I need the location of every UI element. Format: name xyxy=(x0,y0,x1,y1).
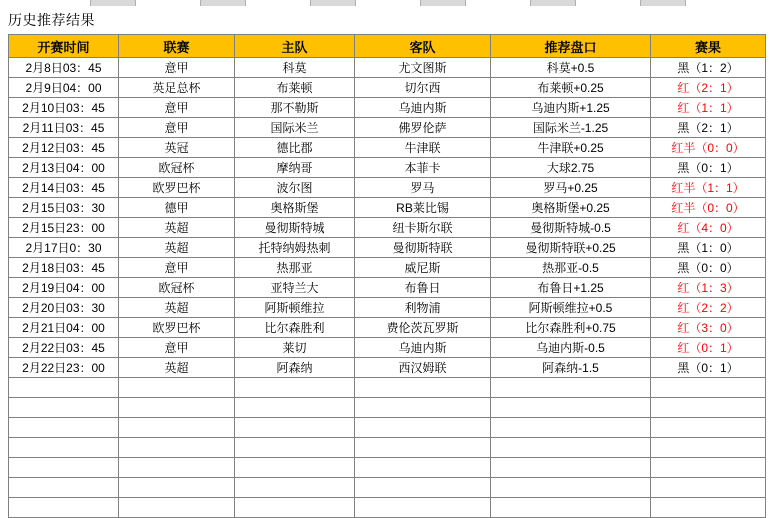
empty-cell xyxy=(355,478,491,498)
empty-cell xyxy=(9,438,119,458)
empty-cell xyxy=(355,458,491,478)
empty-cell xyxy=(355,418,491,438)
cell-league: 欧冠杯 xyxy=(119,278,235,298)
column-header-pick: 推荐盘口 xyxy=(491,35,651,58)
cell-time: 2月19日04：00 xyxy=(9,278,119,298)
empty-cell xyxy=(119,398,235,418)
empty-cell xyxy=(9,418,119,438)
empty-cell xyxy=(491,498,651,518)
cell-result: 黑（1：0） xyxy=(651,238,766,258)
cell-time: 2月20日03：30 xyxy=(9,298,119,318)
table-row xyxy=(9,118,766,138)
empty-table-row xyxy=(9,378,766,398)
empty-table-row xyxy=(9,498,766,518)
cell-result: 黑（1：2） xyxy=(651,58,766,78)
cell-home-team: 托特纳姆热刺 xyxy=(235,238,355,258)
cell-league: 英超 xyxy=(119,298,235,318)
cell-pick: 奥格斯堡+0.25 xyxy=(491,198,651,218)
cell-home-team: 德比郡 xyxy=(235,138,355,158)
empty-cell xyxy=(235,478,355,498)
empty-cell xyxy=(491,378,651,398)
empty-cell xyxy=(9,498,119,518)
table-row xyxy=(9,318,766,338)
cell-away-team: 本菲卡 xyxy=(355,158,491,178)
table-row xyxy=(9,198,766,218)
cell-away-team: 纽卡斯尔联 xyxy=(355,218,491,238)
empty-cell xyxy=(119,378,235,398)
cell-away-team: 牛津联 xyxy=(355,138,491,158)
cell-away-team: 利物浦 xyxy=(355,298,491,318)
cell-home-team: 阿斯顿维拉 xyxy=(235,298,355,318)
cell-time: 2月12日03：45 xyxy=(9,138,119,158)
empty-table-row xyxy=(9,478,766,498)
empty-cell xyxy=(491,418,651,438)
cell-league: 英超 xyxy=(119,218,235,238)
empty-cell xyxy=(651,378,766,398)
empty-cell xyxy=(491,438,651,458)
cell-league: 意甲 xyxy=(119,338,235,358)
cell-pick: 乌迪内斯-0.5 xyxy=(491,338,651,358)
empty-cell xyxy=(355,378,491,398)
cell-away-team: 切尔西 xyxy=(355,78,491,98)
tab-notch xyxy=(640,0,686,6)
table-row xyxy=(9,58,766,78)
cell-result: 黑（0：1） xyxy=(651,158,766,178)
cell-away-team: 尤文图斯 xyxy=(355,58,491,78)
cell-league: 欧冠杯 xyxy=(119,158,235,178)
cell-away-team: RB莱比锡 xyxy=(355,198,491,218)
cell-league: 英足总杯 xyxy=(119,78,235,98)
empty-cell xyxy=(355,498,491,518)
cell-result: 黑（0：0） xyxy=(651,258,766,278)
cell-time: 2月22日23：00 xyxy=(9,358,119,378)
cell-home-team: 比尔森胜利 xyxy=(235,318,355,338)
cell-time: 2月11日03：45 xyxy=(9,118,119,138)
cell-time: 2月21日04：00 xyxy=(9,318,119,338)
cell-league: 意甲 xyxy=(119,98,235,118)
empty-cell xyxy=(355,398,491,418)
cell-away-team: 费伦茨瓦罗斯 xyxy=(355,318,491,338)
cell-time: 2月18日03：45 xyxy=(9,258,119,278)
cell-away-team: 佛罗伦萨 xyxy=(355,118,491,138)
column-header-result: 赛果 xyxy=(651,35,766,58)
table-row xyxy=(9,338,766,358)
cell-home-team: 莱切 xyxy=(235,338,355,358)
empty-cell xyxy=(119,498,235,518)
cell-pick: 曼彻斯特联+0.25 xyxy=(491,238,651,258)
cell-home-team: 热那亚 xyxy=(235,258,355,278)
tab-notch xyxy=(420,0,466,6)
empty-cell xyxy=(651,398,766,418)
cell-away-team: 西汉姆联 xyxy=(355,358,491,378)
empty-table-row xyxy=(9,458,766,478)
table-row xyxy=(9,78,766,98)
cell-pick: 布莱顿+0.25 xyxy=(491,78,651,98)
empty-cell xyxy=(9,378,119,398)
cell-home-team: 那不勒斯 xyxy=(235,98,355,118)
tab-notch xyxy=(530,0,576,6)
cell-home-team: 摩纳哥 xyxy=(235,158,355,178)
cell-pick: 曼彻斯特城-0.5 xyxy=(491,218,651,238)
empty-cell xyxy=(119,418,235,438)
cell-result: 红（1：3） xyxy=(651,278,766,298)
table-row xyxy=(9,258,766,278)
cell-time: 2月8日03：45 xyxy=(9,58,119,78)
cell-league: 意甲 xyxy=(119,58,235,78)
cell-time: 2月15日03：30 xyxy=(9,198,119,218)
cell-home-team: 波尔图 xyxy=(235,178,355,198)
cell-time: 2月10日03：45 xyxy=(9,98,119,118)
cell-result: 红（4：0） xyxy=(651,218,766,238)
table-body xyxy=(9,58,766,518)
results-table xyxy=(8,34,766,518)
empty-cell xyxy=(651,438,766,458)
cell-pick: 热那亚-0.5 xyxy=(491,258,651,278)
empty-cell xyxy=(235,398,355,418)
table-row xyxy=(9,98,766,118)
column-header-home: 主队 xyxy=(235,35,355,58)
empty-cell xyxy=(9,478,119,498)
column-header-away: 客队 xyxy=(355,35,491,58)
empty-table-row xyxy=(9,418,766,438)
tab-notch xyxy=(310,0,356,6)
empty-cell xyxy=(235,458,355,478)
cell-league: 欧罗巴杯 xyxy=(119,178,235,198)
cell-result: 红半（1：1） xyxy=(651,178,766,198)
tab-notch xyxy=(90,0,136,6)
cell-result: 红半（0：0） xyxy=(651,198,766,218)
cell-league: 意甲 xyxy=(119,118,235,138)
cell-time: 2月17日0：30 xyxy=(9,238,119,258)
cell-away-team: 罗马 xyxy=(355,178,491,198)
cell-time: 2月14日03：45 xyxy=(9,178,119,198)
cell-time: 2月13日04：00 xyxy=(9,158,119,178)
cell-pick: 布鲁日+1.25 xyxy=(491,278,651,298)
empty-cell xyxy=(119,458,235,478)
table-row xyxy=(9,278,766,298)
cell-pick: 国际米兰-1.25 xyxy=(491,118,651,138)
cell-pick: 牛津联+0.25 xyxy=(491,138,651,158)
column-header-league: 联赛 xyxy=(119,35,235,58)
cell-home-team: 曼彻斯特城 xyxy=(235,218,355,238)
cell-time: 2月9日04：00 xyxy=(9,78,119,98)
window-top-strip xyxy=(0,0,773,8)
table-header-row xyxy=(9,35,766,58)
column-header-time: 开赛时间 xyxy=(9,35,119,58)
table-row xyxy=(9,138,766,158)
cell-time: 2月22日03：45 xyxy=(9,338,119,358)
cell-home-team: 布莱顿 xyxy=(235,78,355,98)
cell-away-team: 布鲁日 xyxy=(355,278,491,298)
cell-home-team: 奥格斯堡 xyxy=(235,198,355,218)
results-table-wrapper xyxy=(8,34,765,518)
empty-cell xyxy=(235,378,355,398)
table-row xyxy=(9,218,766,238)
empty-cell xyxy=(491,478,651,498)
cell-result: 黑（0：1） xyxy=(651,358,766,378)
cell-result: 黑（2：1） xyxy=(651,118,766,138)
cell-league: 德甲 xyxy=(119,198,235,218)
empty-cell xyxy=(651,418,766,438)
cell-pick: 乌迪内斯+1.25 xyxy=(491,98,651,118)
empty-cell xyxy=(651,498,766,518)
cell-time: 2月15日23：00 xyxy=(9,218,119,238)
cell-pick: 罗马+0.25 xyxy=(491,178,651,198)
cell-home-team: 阿森纳 xyxy=(235,358,355,378)
cell-league: 意甲 xyxy=(119,258,235,278)
empty-cell xyxy=(651,478,766,498)
empty-cell xyxy=(235,498,355,518)
cell-pick: 比尔森胜利+0.75 xyxy=(491,318,651,338)
cell-pick: 阿森纳-1.5 xyxy=(491,358,651,378)
empty-table-row xyxy=(9,398,766,418)
empty-cell xyxy=(651,458,766,478)
empty-cell xyxy=(491,398,651,418)
cell-home-team: 国际米兰 xyxy=(235,118,355,138)
cell-league: 英超 xyxy=(119,238,235,258)
empty-cell xyxy=(491,458,651,478)
empty-cell xyxy=(119,438,235,458)
table-row xyxy=(9,298,766,318)
cell-result: 红（2：1） xyxy=(651,78,766,98)
cell-pick: 阿斯顿维拉+0.5 xyxy=(491,298,651,318)
empty-cell xyxy=(355,438,491,458)
empty-cell xyxy=(9,458,119,478)
cell-result: 红（3：0） xyxy=(651,318,766,338)
cell-league: 英冠 xyxy=(119,138,235,158)
table-row xyxy=(9,238,766,258)
cell-result: 红（2：2） xyxy=(651,298,766,318)
empty-cell xyxy=(235,438,355,458)
cell-home-team: 科莫 xyxy=(235,58,355,78)
cell-pick: 科莫+0.5 xyxy=(491,58,651,78)
page-title: 历史推荐结果 xyxy=(8,12,95,28)
table-row xyxy=(9,158,766,178)
table-row xyxy=(9,358,766,378)
table-row xyxy=(9,178,766,198)
empty-cell xyxy=(119,478,235,498)
cell-away-team: 乌迪内斯 xyxy=(355,98,491,118)
cell-away-team: 威尼斯 xyxy=(355,258,491,278)
cell-away-team: 曼彻斯特联 xyxy=(355,238,491,258)
empty-table-row xyxy=(9,438,766,458)
cell-result: 红（0：1） xyxy=(651,338,766,358)
cell-result: 红半（0：0） xyxy=(651,138,766,158)
cell-home-team: 亚特兰大 xyxy=(235,278,355,298)
empty-cell xyxy=(235,418,355,438)
cell-league: 欧罗巴杯 xyxy=(119,318,235,338)
cell-pick: 大球2.75 xyxy=(491,158,651,178)
empty-cell xyxy=(9,398,119,418)
cell-result: 红（1：1） xyxy=(651,98,766,118)
cell-league: 英超 xyxy=(119,358,235,378)
tab-notch xyxy=(200,0,246,6)
cell-away-team: 乌迪内斯 xyxy=(355,338,491,358)
